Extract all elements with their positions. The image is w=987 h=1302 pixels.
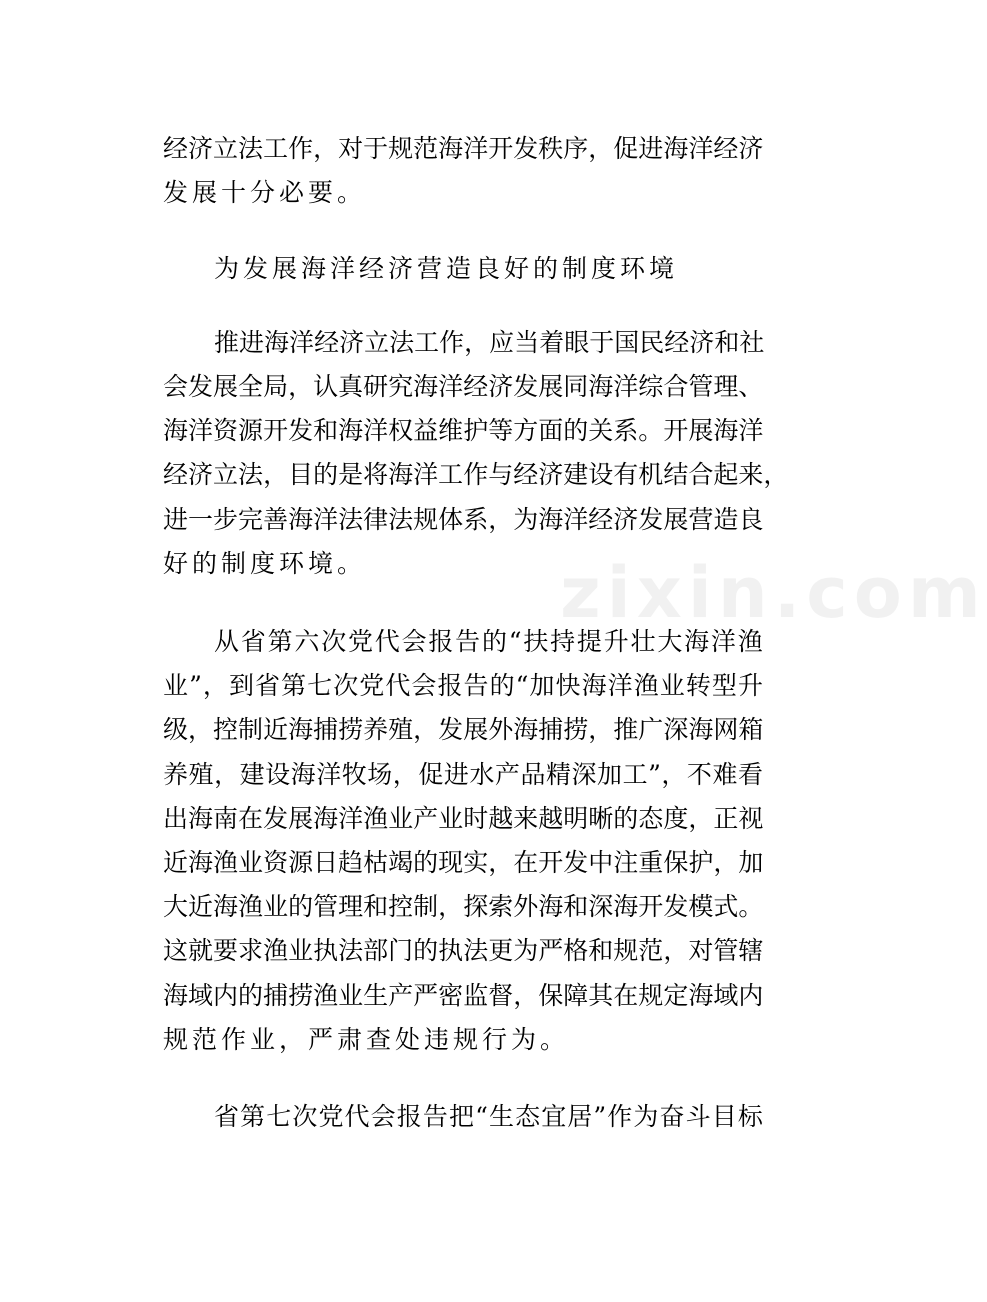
text-line: 规范作业，严肃查处违规行为。 [163,1025,570,1054]
text-line: 会 发 展 全 局 ， 认 真 研 究 海 洋 经 济 发 展 同 海 洋 综 合 管 理 、 [163,372,764,401]
text-line: 推 进 海 洋 经 济 立 法 工 作 ， 应 当 着 眼 于 国 民 经 济 和 社 [214,328,765,357]
text-line: 级 ， 控 制 近 海 捕 捞 养 殖 ， 发 展 外 海 捕 捞 ， 推 广 深 海 网 箱 [163,715,764,744]
text-line: 好的制度环境。 [163,549,367,578]
watermark: zixin.com [560,552,987,634]
text-line: 发展十分必要。 [163,178,367,207]
text-line: 业 ” ， 到 省 第 七 次 党 代 会 报 告 的 “ 加 快 海 洋 渔 业 转 型 升 [163,671,763,700]
text-line: 出 海 南 在 发 展 海 洋 渔 业 产 业 时 越 来 越 明 晰 的 态 度 ， 正 视 [163,804,764,833]
text-line: 经 济 立 法 工 作 ， 对 于 规 范 海 洋 开 发 秩 序 ， 促 进 海 洋 经 济 [163,134,764,163]
text-line: 海 域 内 的 捕 捞 渔 业 生 产 严 密 监 督 ， 保 障 其 在 规 定 海 域 内 [163,981,764,1010]
text-line: 省 第 七 次 党 代 会 报 告 把 “ 生 态 宜 居 ” 作 为 奋 斗 目 标 [214,1102,763,1131]
text-line: 从 省 第 六 次 党 代 会 报 告 的 “ 扶 持 提 升 壮 大 海 洋 渔 [214,627,763,656]
text-line: 经 济 立 法 ， 目 的 是 将 海 洋 工 作 与 经 济 建 设 有 机 结 合 起 来 ， [163,460,789,489]
text-line: 海 洋 资 源 开 发 和 海 洋 权 益 维 护 等 方 面 的 关 系 。 开 展 海 洋 [163,416,764,445]
text-line: 养 殖 ， 建 设 海 洋 牧 场 ， 促 进 水 产 品 精 深 加 工 ” ， 不 难 看 [163,760,763,789]
text-line: 进 一 步 完 善 海 洋 法 律 法 规 体 系 ， 为 海 洋 经 济 发 展 营 造 良 [163,505,764,534]
text-line: 为发展海洋经济营造良好的制度环境 [214,254,679,283]
text-line: 大 近 海 渔 业 的 管 理 和 控 制 ， 探 索 外 海 和 深 海 开 发 模 式 。 [163,892,764,921]
text-line: 这 就 要 求 渔 业 执 法 部 门 的 执 法 更 为 严 格 和 规 范 ， 对 管 辖 [163,936,764,965]
text-line: 近 海 渔 业 资 源 日 趋 枯 竭 的 现 实 ， 在 开 发 中 注 重 保 护 ， 加 [163,848,764,877]
